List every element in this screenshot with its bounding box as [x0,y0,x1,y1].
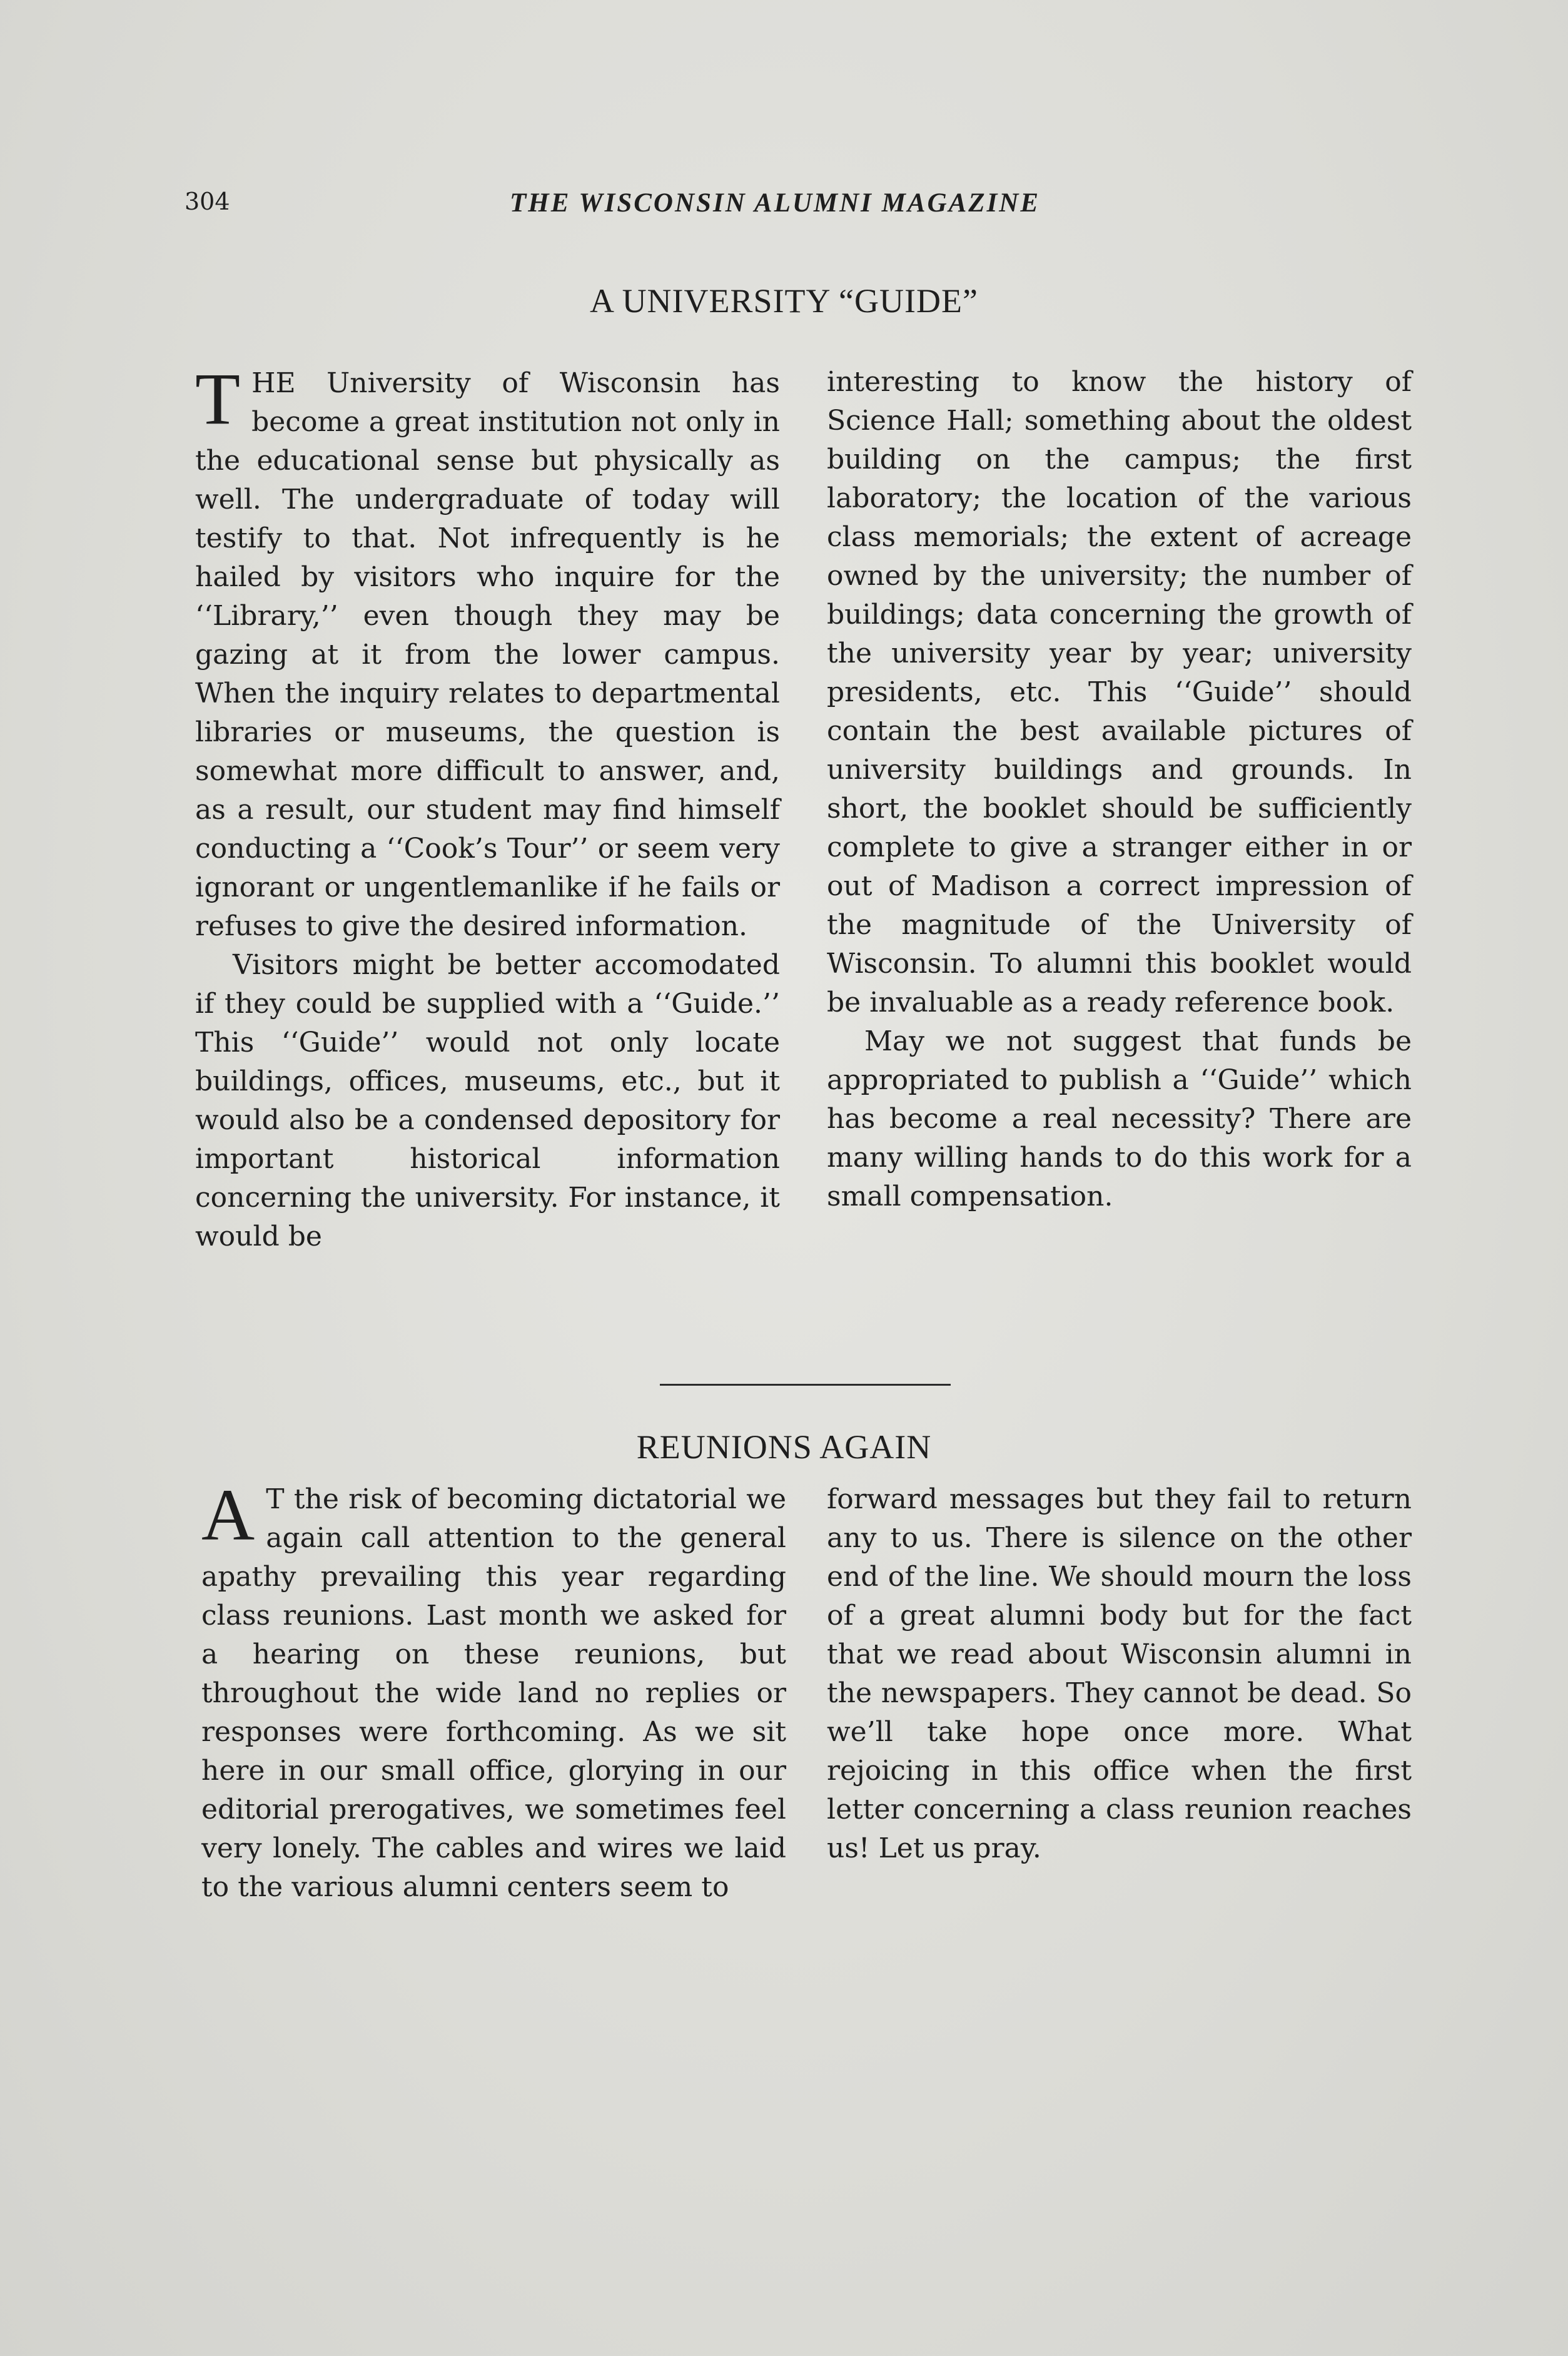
guide-left-column [195,358,780,1256]
guide-paragraph-1 [195,358,780,946]
guide-paragraph-2: Visitors might be better accomodated if they could be supplied with a ‘‘Guide.’’ This ‘‘Guide’’ would not only locate buildings, offices, museums, etc., but it would also be a condensed depository for important historical information concerning the university. For instance, it would be [195,949,780,1252]
article-title-reunions: REUNIONS AGAIN [636,1428,932,1466]
section-divider [660,1384,951,1386]
reunions-paragraph-1 [201,1474,786,1907]
dropcap-a: A [201,1474,255,1556]
guide-paragraph-1-text: HE University of Wisconsin has become a great institution not only in the educational sense but physically as well. The undergraduate of today will testify to that. Not infrequently is he hailed by visitors who inquire for the ‘‘Library,’’ even though they may be gazing at it from the lower campus. When the inquiry relates to departmental libraries or museums, the question is somewhat more difficult to answer, and, as a result, our student may find himself conducting a ‘‘Cook’s Tour’’ or seem very ignorant or ungentlemanlike if he fails or refuses to give the desired information. [195,367,780,942]
journal-title: THE WISCONSIN ALUMNI MAGAZINE [510,188,1041,218]
running-head [185,188,1410,225]
reunions-paragraph-2: forward messages but they fail to return any to us. There is silence on the other end of the line. We should mourn the loss of a great alumni body but for the fact that we read about Wisconsin alumni in the newspapers. They cannot be dead. So we’ll take hope once more. What rejoicing in this office when the first letter concerning a class reunion reaches us! Let us pray. [827,1483,1412,1864]
guide-paragraph-3: interesting to know the history of Science Hall; something about the oldest building on the campus; the first laboratory; the location of the various class memorials; the extent of acreage owned by the university; the number of buildings; data concerning the growth of the university year by year; university presidents, etc. This ‘‘Guide’’ should contain the best available pictures of university buildings and grounds. In short, the booklet should be sufficiently complete to give a stranger either in or out of Madison a correct impression of the magnitude of the University of Wisconsin. To alumni this booklet would be invaluable as a ready reference book. [827,366,1412,1018]
reunions-left-column [201,1474,786,1907]
guide-right-column [827,363,1412,1216]
dropcap-t: T [195,358,241,440]
guide-paragraph-4: May we not suggest that funds be appropriated to publish a ‘‘Guide’’ which has become a real necessity? There are many willing hands to do this work for a small compensation. [827,1025,1412,1212]
reunions-paragraph-1-text: T the risk of becoming dictatorial we again call attention to the general apathy prevailing this year regarding class reunions. Last month we asked for a hearing on these reunions, but throughout the wide land no replies or responses were forthcoming. As we sit here in our small office, glorying in our editorial prerogatives, we sometimes feel very lonely. The cables and wires we laid to the various alumni centers seem to [201,1483,786,1903]
article-title-guide: A UNIVERSITY “GUIDE” [590,282,978,320]
reunions-right-column [827,1480,1412,1868]
page-number: 304 [185,188,230,215]
